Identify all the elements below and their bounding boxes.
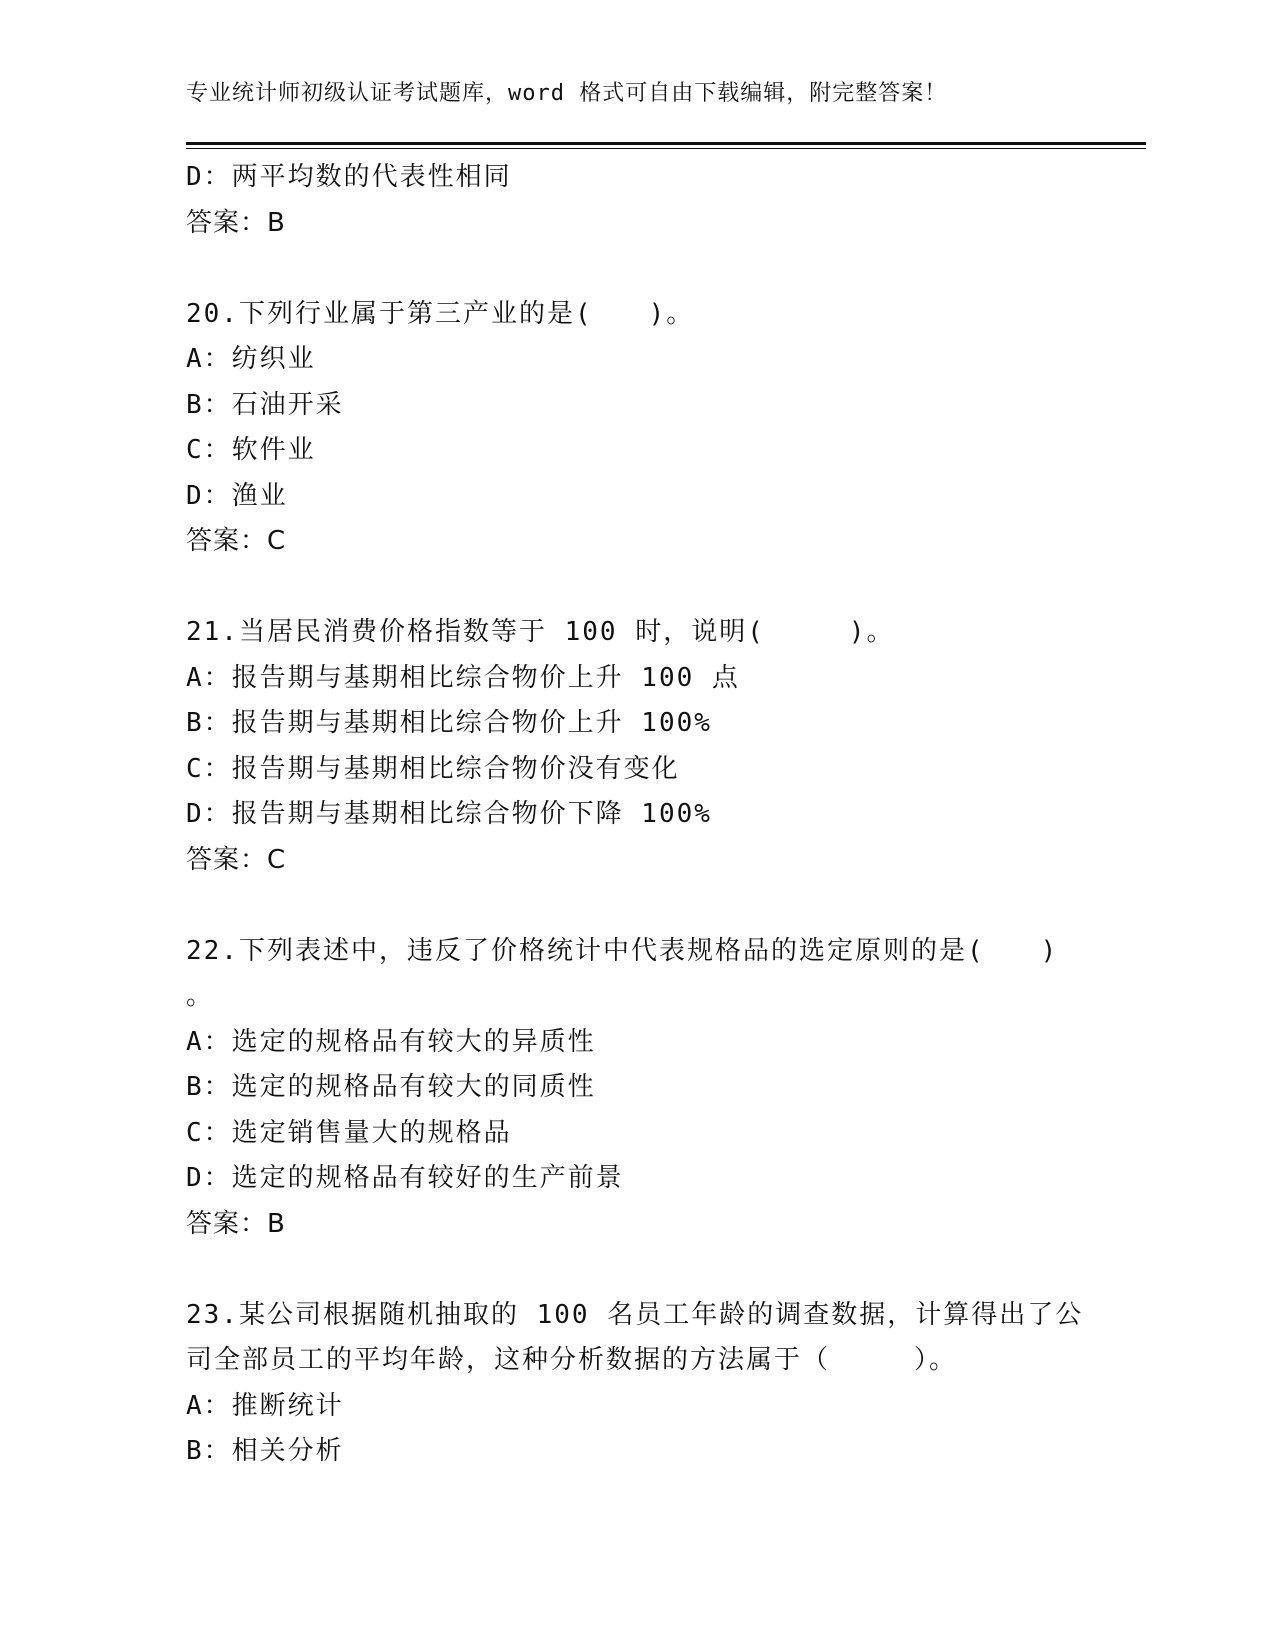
option-d: D：渔业 [186,480,288,511]
option-d: D：选定的规格品有较好的生产前景 [186,1163,624,1193]
option-b: B：相关分析 [186,1436,344,1466]
answer: 答案：C [186,526,287,556]
option-a: A：报告期与基期相比综合物价上升 100 点 [186,662,740,693]
option-c: C：软件业 [186,435,316,465]
option-a: A：推断统计 [186,1390,344,1421]
question-stem-continuation: 司全部员工的平均年龄，这种分析数据的方法属于（ ）。 [186,1345,958,1375]
header-rule-thin [186,148,1146,149]
option-d: D：两平均数的代表性相同 [186,162,512,192]
question-stem: 21.当居民消费价格指数等于 100 时，说明( )。 [186,617,895,647]
answer: 答案：C [186,844,287,875]
option-c: C：选定销售量大的规格品 [186,1117,512,1148]
spacer [186,565,1086,611]
answer: 答案：B [186,207,286,238]
option-b: B：报告期与基期相比综合物价上升 100% [186,708,712,738]
answer: 答案：B [186,1208,286,1239]
spacer [186,883,1086,929]
page-header: 专业统计师初级认证考试题库，word 格式可自由下载编辑，附完整答案！ [186,81,948,106]
spacer [186,246,1086,292]
option-c: C：报告期与基期相比综合物价没有变化 [186,753,680,784]
header-rule-thick [186,142,1146,145]
option-a: A：选定的规格品有较大的异质性 [186,1026,596,1057]
question-stem: 20.下列行业属于第三产业的是( )。 [186,298,695,329]
option-d: D：报告期与基期相比综合物价下降 100% [186,799,712,829]
option-b: B：石油开采 [186,389,344,420]
option-a: A：纺织业 [186,344,316,374]
question-content [186,155,1086,1475]
question-stem: 22.下列表述中，违反了价格统计中代表规格品的选定原则的是( ) [186,935,1059,966]
question-stem: 23.某公司根据随机抽取的 100 名员工年龄的调查数据，计算得出了公 [186,1299,1084,1330]
spacer [186,1247,1086,1293]
option-b: B：选定的规格品有较大的同质性 [186,1072,596,1102]
question-stem-continuation: 。 [186,981,215,1011]
